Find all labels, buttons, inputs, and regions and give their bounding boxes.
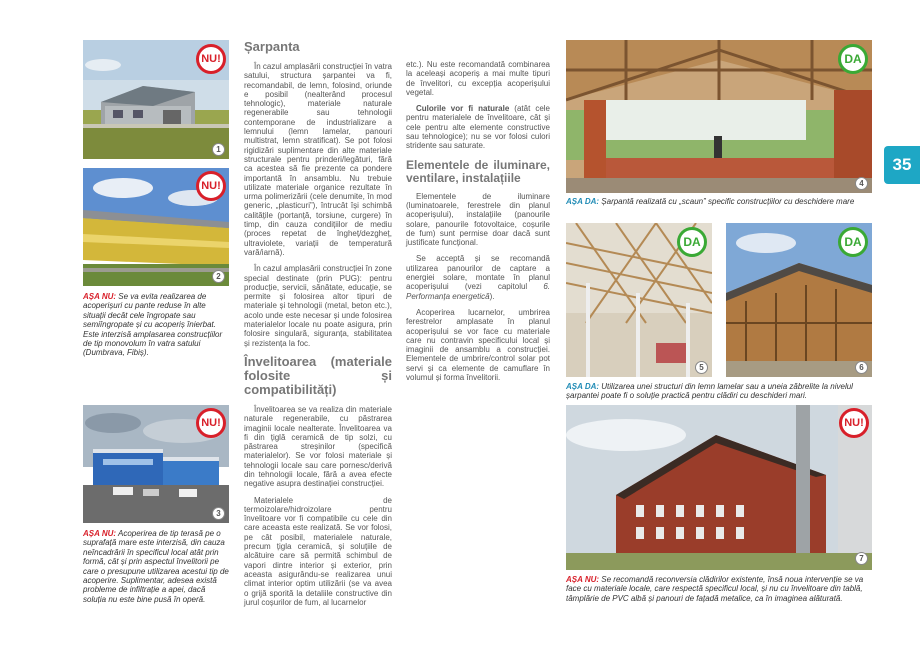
no-badge: NU!	[196, 171, 226, 201]
yes-badge: DA	[838, 44, 868, 74]
caption-text: Acoperirea de tip terasă pe o suprafață mare este interzisă, din cauza neîncadrării în specificul local atât prin formă, cât și prin aspectul învelitorii pe care o presupune utilizarea acestui tip de acoperire. Suplimentar, adesea există probleme de infiltrație a apei, dacă soluția nu este bine pusă în operă.	[83, 529, 229, 604]
photo-7-converted-brick-building	[566, 405, 872, 570]
caption-text: Se recomandă reconversia clădirilor existente, însă noua intervenție se va face cu materiale locale, care respectă specificul local, și nu cu învelitoare din tablă, tâmplărie de PVC albă și panouri de fațadă metalice, ca în imaginea alăturată.	[566, 575, 864, 603]
caption-text: Se va evita realizarea de acoperișuri cu pante reduse în alte situații decât cele îngropate sau semiîngropate și cu acoperiș înierbat. Este interzisă amplasarea construcțiilor de tip monovolum în vatra satului (Dumbrava, Fibiș).	[83, 292, 223, 358]
caption-photo-7	[566, 575, 872, 603]
caption-label: AȘA NU:	[83, 292, 117, 301]
page-number-tab: 35	[884, 146, 920, 184]
paragraph-text: (atât cele pentru materialele de învelitoare, cât și cele pentru alte elemente constructive sau tehnologice); nu se vor folosi culori stridente sau saturate.	[406, 104, 550, 151]
caption-photo-3	[83, 529, 229, 604]
heading-invelitoarea: Învelitoarea (materiale folosite și compatibilități)	[244, 353, 392, 397]
text-column-1	[244, 40, 392, 614]
caption-label: AȘA DA:	[566, 197, 600, 206]
paragraph: Acoperirea lucarnelor, umbrirea ferestrelor amplasate în planul acoperișului se vor face cu materiale care nu contravin specificului local și imaginii de ansamblu a construcției. Elementele de umbrire/control solar pot servi și ca elemente de camuflare în volumul și forma învelitorii.	[406, 307, 550, 383]
photo-number: 1	[212, 143, 225, 156]
paragraph: Învelitoarea se va realiza din materiale naturale regenerabile, cu păstrarea imaginii locale nealterate. Învelitoarea va fi din țiglă ceramică de tip solzi, cu păstrarea streșinilor (specifică materialelor). Se vor folosi materiale și tehnologii locale sau care pornesc/derivă din tehnologii locale, fără a avea efecte negative asupra destinației construcției.	[244, 404, 392, 489]
yes-badge: DA	[838, 227, 868, 257]
photo-number: 4	[855, 177, 868, 190]
paragraph: etc.). Nu este recomandată combinarea la aceleași acoperiș a mai multe tipuri de învelitori, cu excepția acoperișului vegetal.	[406, 60, 550, 97]
heading-elemente: Elementele de iluminare, ventilare, instalațiile	[406, 157, 550, 185]
photo-number: 3	[212, 507, 225, 520]
caption-photo-2	[83, 292, 229, 358]
yes-badge: DA	[677, 227, 707, 257]
caption-label: AȘA NU:	[566, 575, 600, 584]
paragraph: În cazul amplasării construcției în vatra satului, structura șarpantei va fi, recomandabil, de lemn, folosind, oriunde e posibil (nealterând procesul tehnologic), materiale naturale regenerabile sau tehnologii contemporane de industrializare a lemnului (lemn lamelar, panouri multistrat, lemn stratificat). Se pot folosi rigidizări suplimentare din alte materiale structurale pentru prinderi/legături, fără ca acestea să fie prezente ca pondere importantă în ansamblu. Nu trebuie utilizate materiale organice rezultate în urma polimerizării (cele denumite, în mod generic, „plasticuri”), întrucât își schimbă calitățile (portanță, torsiune, curgere) în timp, din cauza condițiilor de mediu (proces repetat de îngheț/dezgheț, ultraviolete, variații de temperatură vară/iarnă).	[244, 62, 392, 257]
paragraph: Materialele de termoizolare/hidroizolare pentru învelitoare vor fi compatibile cu cele din care aceasta este realizată. Se vor folosi, pe cât posibil, materialele naturale, precum țigla ceramică, și soluțiile de alcătuire care să permită schimbul de vapori dintre interior și exterior, prin aceasta asigurându-se realizarea unui climat interior optim utilizării (se va avea o grijă sporită la detaliile constructive din jurul coșurilor de fum, al lucarnelor	[244, 495, 392, 607]
caption-text: Șarpantă realizată cu „scaun” specific construcțiilor cu deschidere mare	[601, 197, 855, 206]
paragraph-text: ).	[489, 291, 495, 301]
caption-photo-4	[566, 197, 872, 206]
caption-text: Utilizarea unei structuri din lemn lamelar sau a uneia zăbrelite la nivelul șarpantei poate fi o soluție practică pentru clădiri cu deschideri mari.	[566, 382, 853, 401]
photo-4-timber-roof-structure	[566, 40, 872, 193]
text-column-2	[406, 60, 550, 389]
caption-photos-5-6	[566, 382, 872, 401]
heading-sarpanta: Șarpanta	[244, 39, 300, 54]
no-badge: NU!	[196, 408, 226, 438]
no-badge: NU!	[839, 408, 869, 438]
paragraph-solar	[406, 254, 550, 300]
no-badge: NU!	[196, 44, 226, 74]
chapter-reference: 6. Performanța energetică	[406, 282, 550, 301]
paragraph-text: Se acceptă și se recomandă utilizarea panourilor de captare a energiei solare, montate în planul acoperișului (vezi capitolul	[406, 254, 550, 292]
photo-number: 7	[855, 552, 868, 565]
bold-lead: Culorile vor fi naturale	[416, 104, 510, 114]
caption-label: AȘA NU:	[83, 529, 117, 538]
photo-number: 6	[855, 361, 868, 374]
paragraph-colors	[406, 104, 550, 150]
paragraph: Elementele de iluminare (luminatoarele, ferestrele din planul acoperișului), instalațiile (panourile solare, panourile fotovoltaice, coșurile de fum) sunt permise doar dacă sunt justificate funcțional.	[406, 191, 550, 248]
caption-label: AȘA DA:	[566, 382, 600, 391]
paragraph: În cazul amplasării construcției în zone special destinate (prin PUG): pentru producție, servicii, sănătate, educație, se permite și folosirea altor tipuri de materiale și tehnologii (metal, beton etc.), acolo unde este necesar și unde folosirea materialelor locale nu poate asigura, prin folosire singulară, siguranța, stabilitatea și rezistența la foc.	[244, 264, 392, 348]
photo-number: 5	[695, 361, 708, 374]
photo-number: 2	[212, 270, 225, 283]
